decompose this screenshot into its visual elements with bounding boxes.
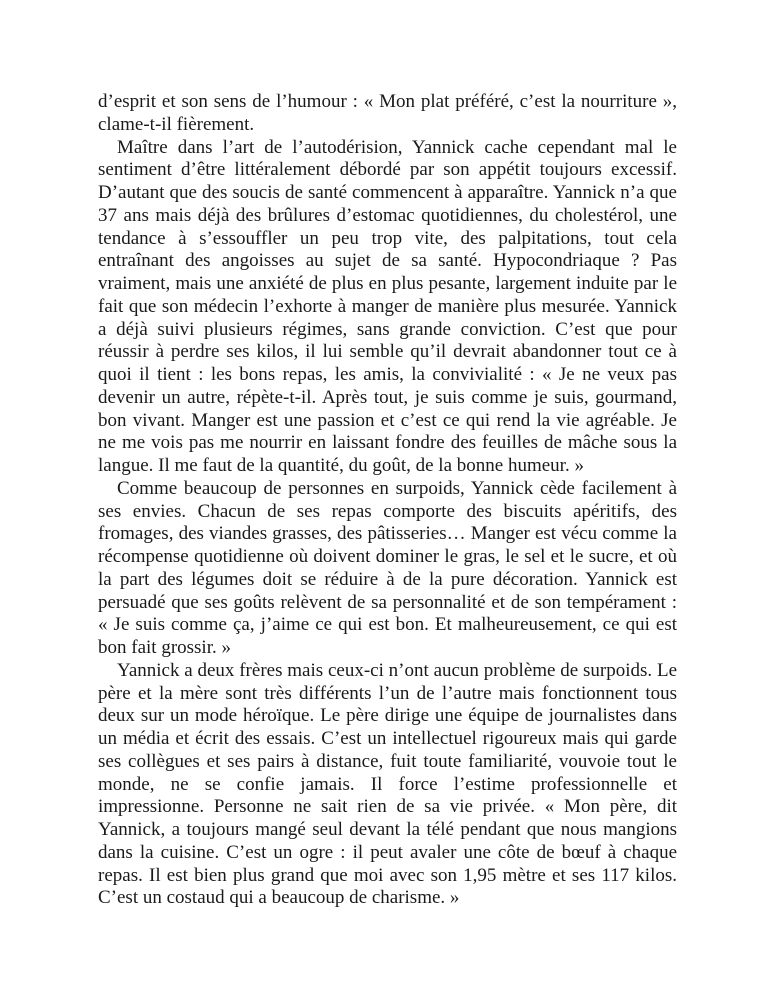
- text-line: a déjà suivi plusieurs régimes, sans grande conviction. C’est que pour: [98, 318, 677, 340]
- text-line: clame-t-il fièrement.: [98, 113, 255, 135]
- text-line: un média et écrit des essais. C’est un intellectuel rigoureux mais qui garde: [98, 728, 677, 749]
- text-line: tendance à s’essouffler un peu trop vite, des palpitations, tout cela: [98, 227, 677, 249]
- text-line: bon vivant. Manger est une passion et c’est ce qui rend la vie agréable. Je: [98, 409, 677, 431]
- text-line: 37 ans mais déjà des brûlures d’estomac quotidiennes, du cholestérol, une: [98, 204, 677, 226]
- text-line: père et la mère sont très différents l’un de l’autre mais fonctionnent tous: [98, 682, 677, 704]
- text-line: « Je suis comme ça, j’aime ce qui est bon. Et malheureusement, ce qui est: [98, 614, 677, 636]
- text-line: entraînant des angoisses au sujet de sa santé. Hypocondriaque ? Pas: [98, 250, 677, 272]
- book-page-text: [98, 91, 677, 910]
- text-line: monde, ne se confie jamais. Il force l’estime professionnelle et: [98, 773, 677, 795]
- paragraph-2: [98, 137, 677, 478]
- text-line: réussir à perdre ses kilos, il lui semble qu’il devrait abandonner tout ce à: [98, 341, 677, 363]
- text-line: Yannick a deux frères mais ceux-ci n’ont aucun problème de surpoids. Le: [117, 659, 677, 681]
- text-line: deux sur un mode héroïque. Le père dirige une équipe de journalistes dans: [98, 705, 677, 727]
- text-line: devenir un autre, répète-t-il. Après tout, je suis comme je suis, gourmand,: [98, 386, 677, 408]
- text-line: repas. Il est bien plus grand que moi avec son 1,95 mètre et ses 117 kilos.: [98, 864, 677, 886]
- text-line: C’est un costaud qui a beaucoup de charisme. »: [98, 887, 460, 909]
- text-line: persuadé que ses goûts relèvent de sa personnalité et de son tempérament :: [98, 591, 677, 613]
- text-line: langue. Il me faut de la quantité, du goût, de la bonne humeur. »: [98, 455, 584, 476]
- text-line: quoi il tient : les bons repas, les amis, la convivialité : « Je ne veux pas: [98, 364, 677, 385]
- text-line: Comme beaucoup de personnes en surpoids, Yannick cède facilement à: [117, 477, 677, 499]
- text-line: D’autant que des soucis de santé commencent à apparaître. Yannick n’a que: [98, 182, 677, 203]
- text-line: dans la cuisine. C’est un ogre : il peut avaler une côte de bœuf à chaque: [98, 841, 677, 863]
- text-line: d’esprit et son sens de l’humour : « Mon plat préféré, c’est la nourriture »,: [98, 91, 677, 112]
- text-line: la part des légumes doit se réduire à de la pure décoration. Yannick est: [98, 568, 677, 590]
- text-line: fromages, des viandes grasses, des pâtisseries… Manger est vécu comme la: [98, 523, 677, 545]
- text-line: fait que son médecin l’exhorte à manger de manière plus mesurée. Yannick: [98, 295, 677, 317]
- text-line: Maître dans l’art de l’autodérision, Yannick cache cependant mal le: [117, 136, 677, 158]
- text-line: ne me vois pas me nourrir en laissant fondre des feuilles de mâche sous la: [98, 432, 677, 454]
- text-line: bon fait grossir. »: [98, 637, 231, 658]
- text-line: Yannick, a toujours mangé seul devant la télé pendant que nous mangions: [98, 819, 677, 840]
- paragraph-4: [98, 660, 677, 910]
- paragraph-1: [98, 91, 677, 137]
- text-line: ses envies. Chacun de ses repas comporte des biscuits apéritifs, des: [98, 500, 677, 522]
- text-line: ses collègues et ses pairs à distance, fuit toute familiarité, vouvoie tout le: [98, 750, 677, 772]
- text-line: récompense quotidienne où doivent dominer le gras, le sel et le sucre, et où: [98, 546, 677, 567]
- text-line: sentiment d’être littéralement débordé par son appétit toujours excessif.: [98, 159, 677, 181]
- text-line: impressionne. Personne ne sait rien de sa vie privée. « Mon père, dit: [98, 796, 677, 818]
- paragraph-3: [98, 478, 677, 660]
- text-line: vraiment, mais une anxiété de plus en plus pesante, largement induite par le: [98, 273, 677, 294]
